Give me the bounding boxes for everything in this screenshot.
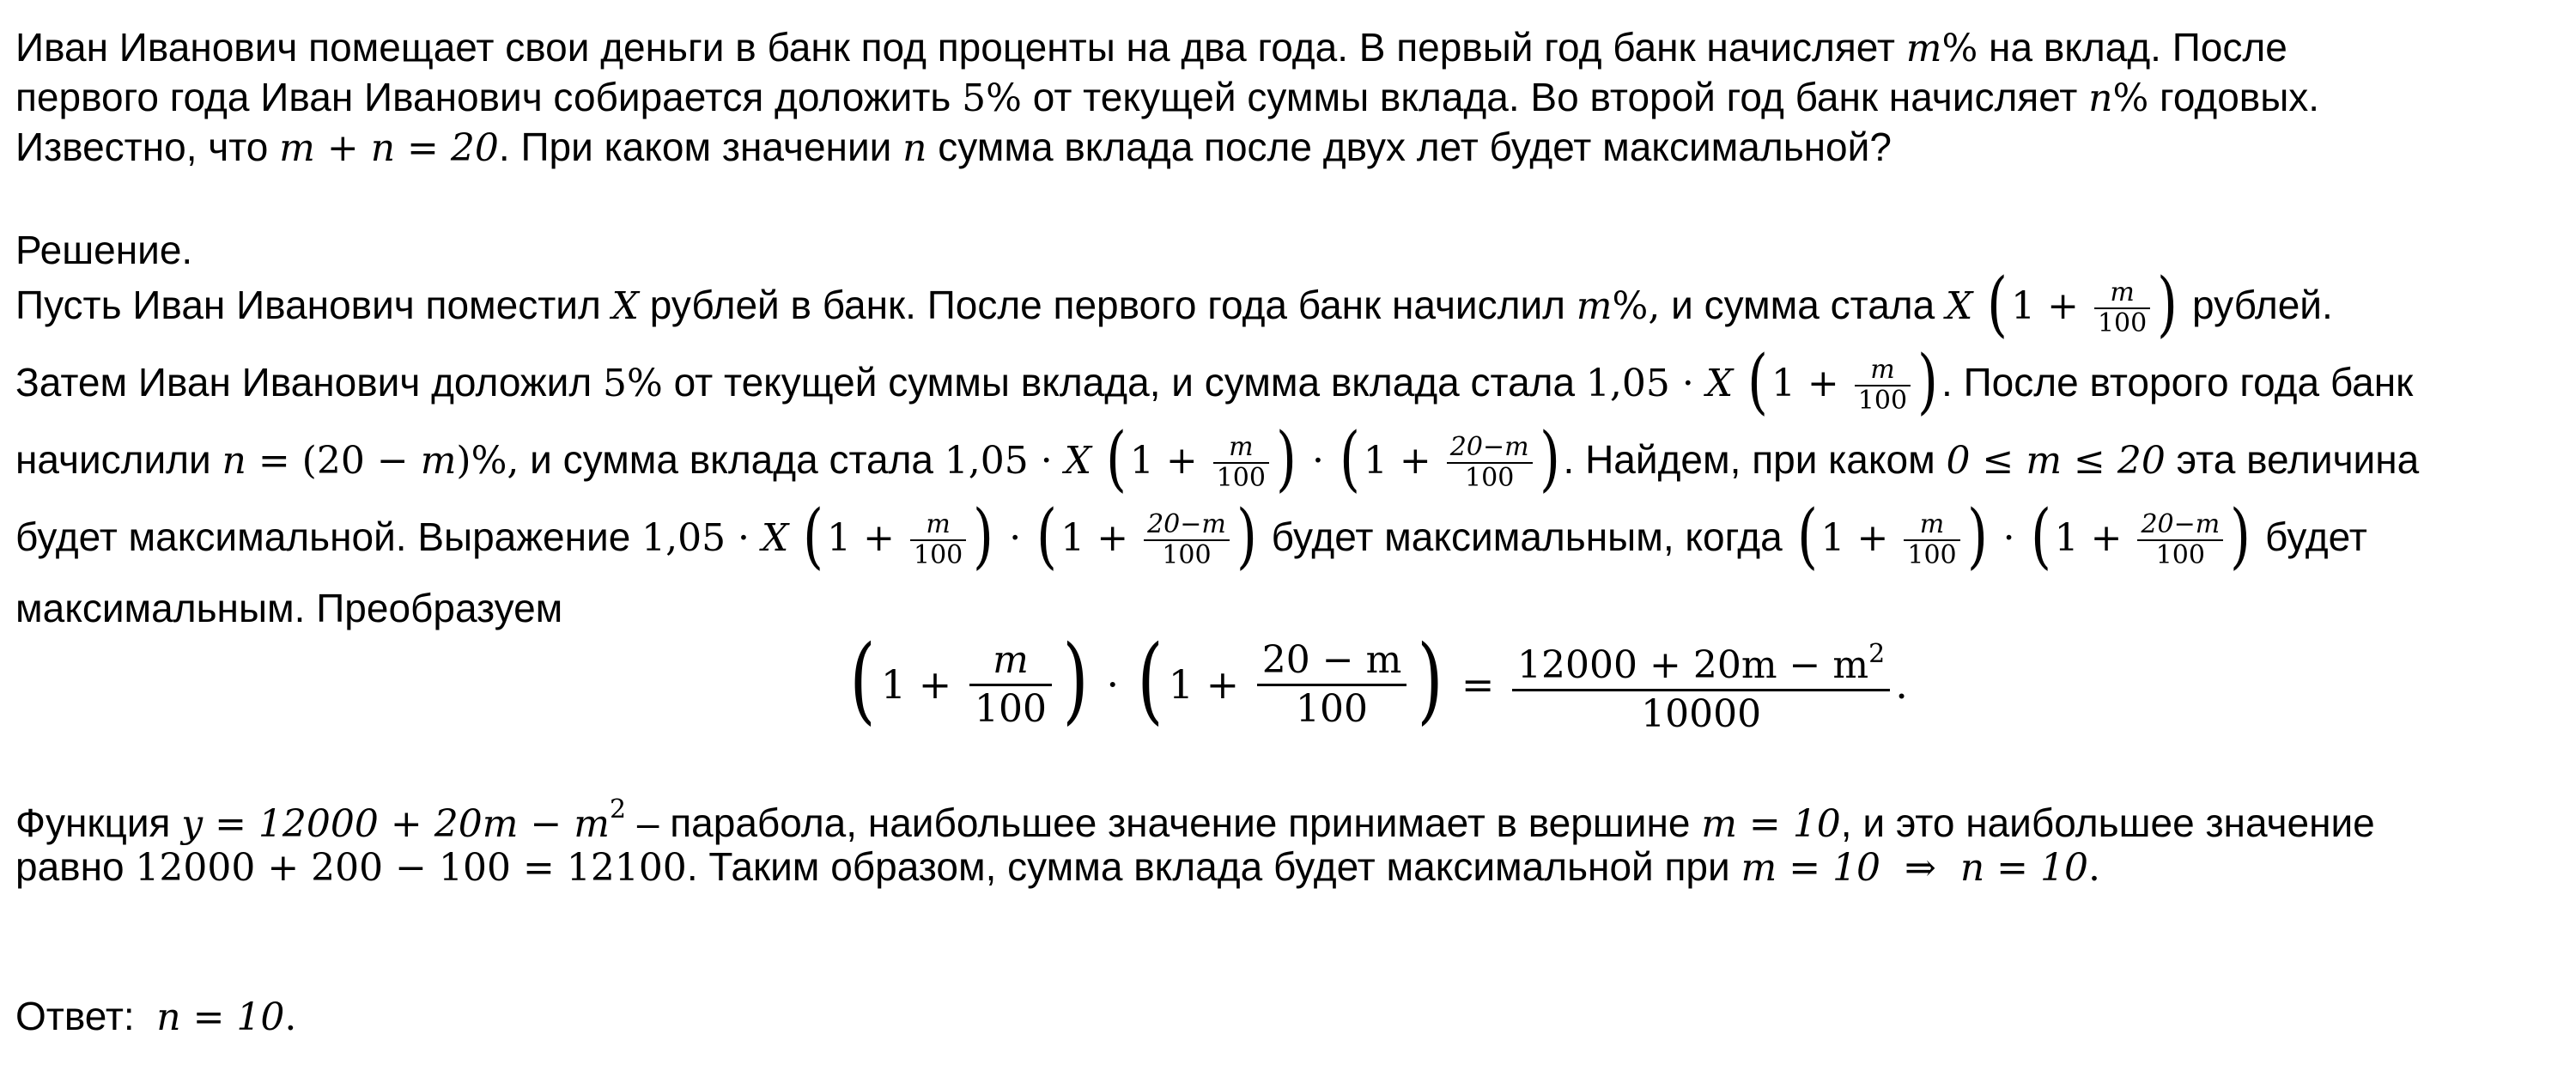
fraction [910, 510, 966, 570]
fraction-numerator [1512, 631, 1890, 691]
solution-line-5: максимальным. Преобразуем [15, 586, 563, 630]
math-var: X [762, 516, 789, 561]
paren-open: ( [1339, 418, 1360, 500]
solution-line-2 [15, 341, 2414, 423]
math-var: X [1064, 439, 1092, 484]
text: Затем Иван Иванович доложил [15, 360, 604, 405]
paren-open: ( [1796, 496, 1818, 577]
math: . [1895, 661, 1908, 708]
display-equation [844, 624, 1908, 738]
math-var: X [1705, 362, 1734, 406]
text: от текущей суммы вклада. Во второй год банк начисляет [1021, 75, 2089, 119]
fraction-denominator: 100 [974, 686, 1047, 731]
math-equation: m = 10 [1701, 802, 1841, 846]
math: 1 + [1168, 661, 1252, 708]
paren-open: ( [1036, 496, 1058, 577]
fraction-numerator: m [1904, 510, 1959, 541]
math-var: X [611, 284, 639, 329]
text: . Найдем, при каком [1563, 437, 1947, 483]
text: от текущей суммы вклада, и сумма вклада стала [662, 360, 1586, 405]
fraction [1447, 433, 1533, 493]
text: будет [2254, 514, 2367, 560]
fraction [1213, 433, 1269, 493]
text: Функция [15, 800, 182, 845]
text: , и это наибольшее значение [1840, 800, 2375, 845]
paren-close: ) [2230, 496, 2251, 577]
paren-close: ) [1275, 418, 1297, 500]
paren-close: ) [2157, 264, 2178, 345]
fraction-denominator: 100 [2097, 308, 2148, 338]
paren-open: ( [1747, 341, 1768, 423]
text: на вклад. После [1978, 25, 2287, 70]
fraction-denominator: 100 [1216, 463, 1266, 493]
math: 1 + [1129, 439, 1210, 484]
math: 5% [603, 362, 663, 406]
math: = [1449, 661, 1508, 708]
text: . После второго года банк [1941, 360, 2414, 405]
paren-close: ) [973, 496, 994, 577]
math-var: n [2088, 76, 2113, 120]
math: = (20 − [246, 439, 421, 484]
fraction-denominator: 100 [1296, 686, 1369, 731]
paren-open: ( [803, 496, 824, 577]
math-exponent: 2 [610, 794, 627, 825]
math: 1 + [1771, 362, 1851, 406]
fraction-numerator: m [2094, 278, 2150, 309]
fraction [1904, 510, 1959, 570]
fraction [969, 637, 1052, 733]
math-calculation: 12000 + 200 − 100 = 12100 [135, 846, 687, 890]
text: начислили [15, 437, 222, 483]
math-equation: m + n = 20 [279, 126, 499, 170]
text: . Таким образом, сумма вклада будет максимальной при [686, 844, 1741, 889]
fraction-numerator: m [1855, 356, 1911, 386]
paren-open: ( [2030, 496, 2051, 577]
paren-open: ( [1987, 264, 2008, 345]
paren-close: ) [1539, 418, 1560, 500]
fraction-denominator: 100 [2155, 540, 2205, 570]
math: · [1093, 661, 1132, 708]
solution-line-7 [15, 844, 2101, 890]
paren-close: ) [1062, 624, 1089, 734]
math: %, [1612, 284, 1661, 329]
paren-close: ) [1966, 496, 1988, 577]
math: · [1299, 439, 1336, 484]
fraction-numerator: m [910, 510, 966, 541]
fraction-numerator: 20−m [2137, 510, 2223, 541]
paren-close: ) [1917, 341, 1939, 423]
math: 1,05 · [641, 516, 762, 561]
problem-line-3 [15, 125, 1892, 170]
problem-line-1 [15, 27, 2287, 68]
fraction-denominator: 100 [1907, 540, 1957, 570]
math: 1 + [880, 661, 964, 708]
text: и сумма вклада стала [519, 437, 945, 483]
math: )%, [456, 439, 519, 484]
math: 1 + [2011, 284, 2091, 329]
fraction [2094, 278, 2150, 338]
solution-line-3 [15, 418, 2420, 500]
answer-line [15, 996, 296, 1037]
math-result: m = 10 ⇒ n = 10 [1741, 846, 2089, 890]
fraction-numerator: 20−m [1144, 510, 1230, 541]
text: . При каком значении [498, 125, 903, 169]
math-var: X [1946, 284, 1973, 329]
math: 1 + [2054, 516, 2135, 561]
fraction-denominator: 100 [1162, 540, 1212, 570]
fraction-denominator: 100 [1465, 463, 1515, 493]
text: рублей. [2181, 283, 2333, 328]
fraction-numerator: m [1213, 433, 1269, 464]
fraction-numerator: m [969, 637, 1052, 686]
math: 1 + [1363, 439, 1443, 484]
math: · [1990, 516, 2027, 561]
math-function: y = 12000 + 20m − m [181, 802, 611, 846]
text: будет максимальным, когда [1260, 514, 1794, 560]
paren-close: ) [1236, 496, 1257, 577]
math: . [2088, 846, 2101, 890]
math: 12000 + 20m − m [1517, 643, 1869, 687]
solution-line-4 [15, 496, 2367, 577]
text: – парабола, наибольшее значение принимает в вершине [626, 800, 1702, 845]
text: Известно, что [15, 125, 280, 169]
paren-close: ) [1417, 624, 1443, 734]
math: 1,05 · [944, 439, 1065, 484]
answer-value: n = 10 [156, 995, 285, 1039]
paren-open: ( [1137, 624, 1163, 734]
fraction-denominator: 100 [1857, 386, 1908, 416]
math: · [997, 516, 1034, 561]
fraction-denominator: 100 [913, 540, 963, 570]
math-var: m [1576, 284, 1613, 329]
text: рублей в банк. После первого года банк начислил [638, 283, 1577, 328]
text: Иван Иванович помещает свои деньги в банк под проценты на два года. В первый год банк начисляет [15, 25, 1906, 70]
fraction-numerator: 20 − m [1257, 637, 1407, 686]
text: эта величина [2165, 437, 2420, 483]
math: 1 + [1820, 516, 1901, 561]
fraction-numerator: 20−m [1447, 433, 1533, 464]
text: и сумма стала [1660, 283, 1947, 328]
math-var: m [420, 439, 457, 484]
fraction [1257, 637, 1407, 733]
fraction [1144, 510, 1230, 570]
fraction [1855, 356, 1911, 416]
math-var: m [1905, 27, 1942, 70]
problem-line-2 [15, 77, 2319, 118]
math: 1 + [827, 516, 907, 561]
math: % [1941, 27, 1978, 70]
text: сумма вклада после двух лет будет максимальной? [927, 125, 1892, 169]
math: 1,05 · [1585, 362, 1706, 406]
fraction [2137, 510, 2223, 570]
math-var: n [222, 439, 246, 484]
paren-open: ( [1105, 418, 1127, 500]
math-var: n [902, 126, 927, 170]
paren-open: ( [849, 624, 876, 734]
solution-line-6 [15, 794, 2375, 846]
text: первого года Иван Иванович собирается доложить [15, 75, 963, 119]
text: равно [15, 844, 136, 889]
answer-label: Ответ: [15, 994, 135, 1038]
math-inequality: 0 ≤ m ≤ 20 [1946, 439, 2166, 484]
math: 1 + [1060, 516, 1141, 561]
solution-line-1 [15, 264, 2333, 345]
math: . [284, 995, 297, 1039]
math-exponent: 2 [1868, 639, 1886, 669]
text: годовых. [2148, 75, 2320, 119]
math: % [2112, 76, 2149, 120]
fraction [1512, 631, 1890, 738]
text: Пусть Иван Иванович поместил [15, 283, 612, 328]
fraction-denominator: 10000 [1641, 692, 1762, 736]
text: будет максимальной. Выражение [15, 514, 642, 560]
math: 5% [962, 76, 1022, 120]
solution-heading: Решение. [15, 228, 193, 272]
